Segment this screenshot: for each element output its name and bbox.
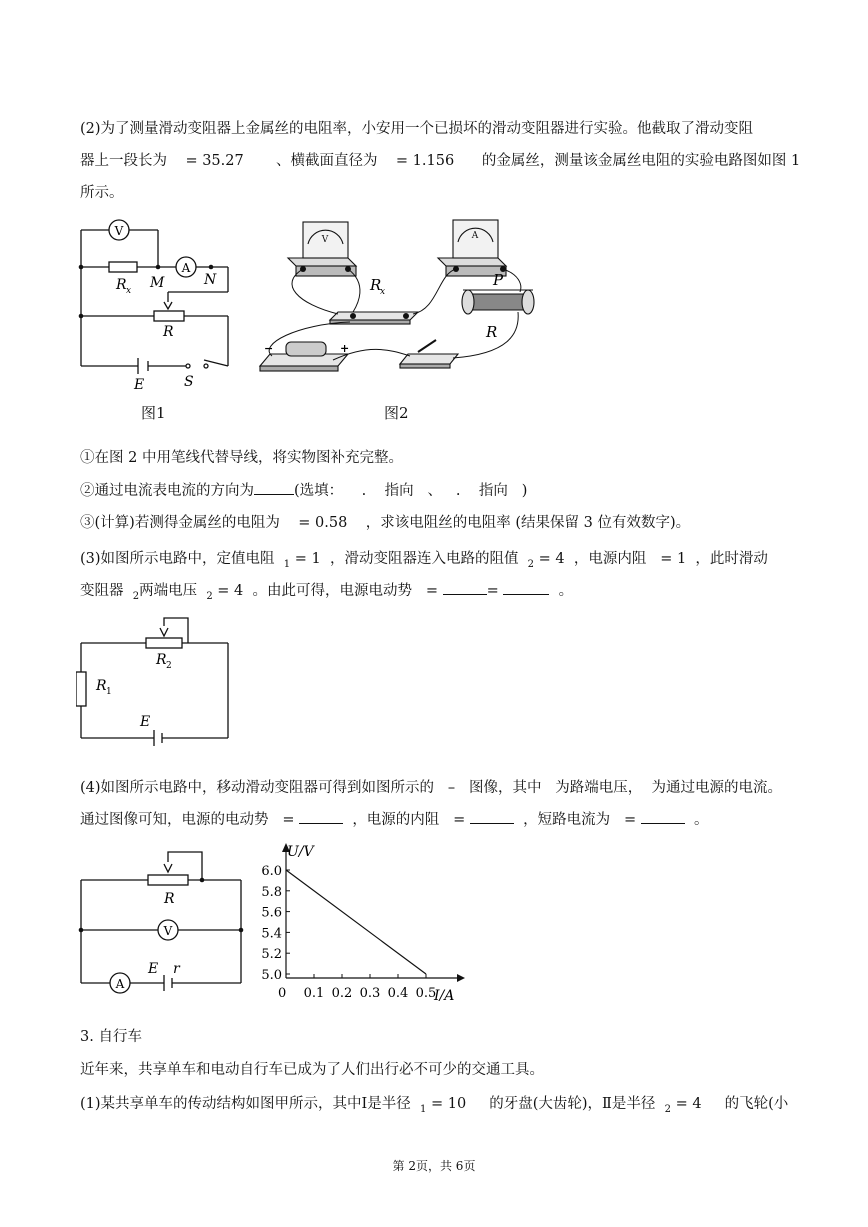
svg-text:A: A — [115, 977, 125, 991]
y-tick-label: 5.2 — [261, 947, 282, 963]
svg-text:1: 1 — [106, 687, 112, 697]
svg-text:S: S — [184, 374, 194, 390]
x-tick-label: 0.4 — [387, 986, 409, 1001]
page-footer: 第 2页，共 6页 — [392, 1159, 476, 1173]
x-tick-label: 0.5 — [415, 986, 437, 1001]
svg-text:R: R — [156, 652, 167, 668]
svg-text:V: V — [163, 924, 173, 938]
section3-title: 3. 自行车 — [80, 1029, 142, 1045]
svg-text:E: E — [134, 377, 145, 393]
origin-label: 0 — [278, 986, 287, 1001]
svg-text:+: + — [340, 342, 350, 355]
y-tick-label: 5.0 — [261, 968, 282, 983]
figure1-caption: 图1 — [141, 404, 166, 422]
section3-q1: (1)某共享单车的传动结构如图甲所示，其中Ⅰ是半径 $_1$ = 10 的牙盘(大齿轮)，Ⅱ是半径 $_2$ = 4 的飞轮(小 — [80, 1096, 789, 1115]
y-tick-label: 5.8 — [261, 884, 282, 900]
answer-blank[interactable] — [299, 809, 343, 824]
svg-text:r: r — [173, 961, 180, 977]
figure2-apparatus — [258, 214, 548, 384]
q3-circuit — [76, 606, 236, 751]
answer-blank[interactable] — [254, 480, 294, 495]
answer-blank[interactable] — [503, 580, 549, 595]
y-tick-label: 5.4 — [261, 926, 282, 942]
svg-text:V: V — [321, 235, 329, 245]
answer-blank[interactable] — [641, 809, 685, 824]
svg-text:R: R — [486, 323, 498, 341]
svg-text:A: A — [471, 231, 479, 241]
q2-sub2: ②通过电流表电流的方向为 (选填： . 指向 、 . 指向 ) — [80, 479, 527, 500]
svg-text:R: R — [96, 678, 107, 694]
svg-text:R: R — [163, 324, 174, 340]
x-tick-label: 0.2 — [331, 986, 353, 1001]
svg-text:2: 2 — [166, 661, 172, 671]
figure2-caption: 图2 — [384, 404, 409, 422]
q4-line1: (4)如图所示电路中，移动滑动变阻器可得到如图所示的 – 图像，其中 为路端电压， 为通过电源的电流。 — [80, 780, 782, 796]
figure1-circuit — [76, 214, 236, 394]
y-axis-label: U/V — [287, 844, 314, 860]
q2-line3: 所示。 — [80, 185, 124, 201]
svg-text:P: P — [493, 271, 504, 289]
q3-line1: (3)如图所示电路中，定值电阻 $_1$ = 1 ，滑动变阻器连入电路的阻值 $_2$ = 4 ，电源内阻 = 1 ，此时滑动 — [80, 551, 768, 570]
svg-text:x: x — [126, 286, 132, 296]
q2-sub1: ①在图 2 中用笔线代替导线，将实物图补充完整。 — [80, 450, 403, 466]
ui-graph — [246, 840, 455, 1005]
svg-text:A: A — [181, 261, 191, 275]
y-tick-label: 5.6 — [261, 905, 282, 921]
svg-text:R: R — [116, 277, 127, 293]
x-tick-label: 0.1 — [303, 986, 325, 1001]
y-tick-label: 6.0 — [261, 864, 282, 879]
answer-blank[interactable] — [443, 580, 487, 595]
q4-line2: 通过图像可知，电源的电动势 = ，电源的内阻 = ，短路电流为 = 。 — [80, 808, 708, 829]
q2-line1: (2)为了测量滑动变阻器上金属丝的电阻率，小安用一个已损坏的滑动变阻器进行实验。他截取了滑动变阻 — [80, 121, 754, 137]
svg-text:M: M — [150, 275, 165, 291]
svg-text:E: E — [148, 961, 159, 977]
svg-text:R: R — [164, 891, 175, 907]
x-axis-label: I/A — [434, 988, 455, 1004]
svg-text:R: R — [370, 276, 382, 294]
q2-sub3: ③(计算)若测得金属丝的电阻为 = 0.58 ，求该电阻丝的电阻率 (结果保留 3 位有效数字)。 — [80, 515, 691, 531]
q3-line2: 变阻器 $_2$两端电压 $_2$ = 4 。由此可得，电源电动势 = = 。 — [80, 579, 573, 602]
section3-intro: 近年来，共享单车和电动自行车已成为了人们出行必不可少的交通工具。 — [80, 1062, 544, 1078]
svg-text:E: E — [140, 714, 151, 730]
svg-text:V: V — [114, 224, 124, 238]
x-tick-label: 0.3 — [359, 986, 381, 1001]
q2-line2: 器上一段长为 = 35.27 、横截面直径为 = 1.156 的金属丝，测量该金属丝电阻的实验电路图如图 1 — [80, 153, 801, 169]
svg-text:N: N — [204, 272, 217, 288]
series-line — [286, 870, 426, 974]
svg-text:x: x — [380, 287, 386, 297]
q4-circuit — [76, 846, 246, 996]
answer-blank[interactable] — [470, 809, 514, 824]
svg-text:−: − — [264, 342, 274, 355]
